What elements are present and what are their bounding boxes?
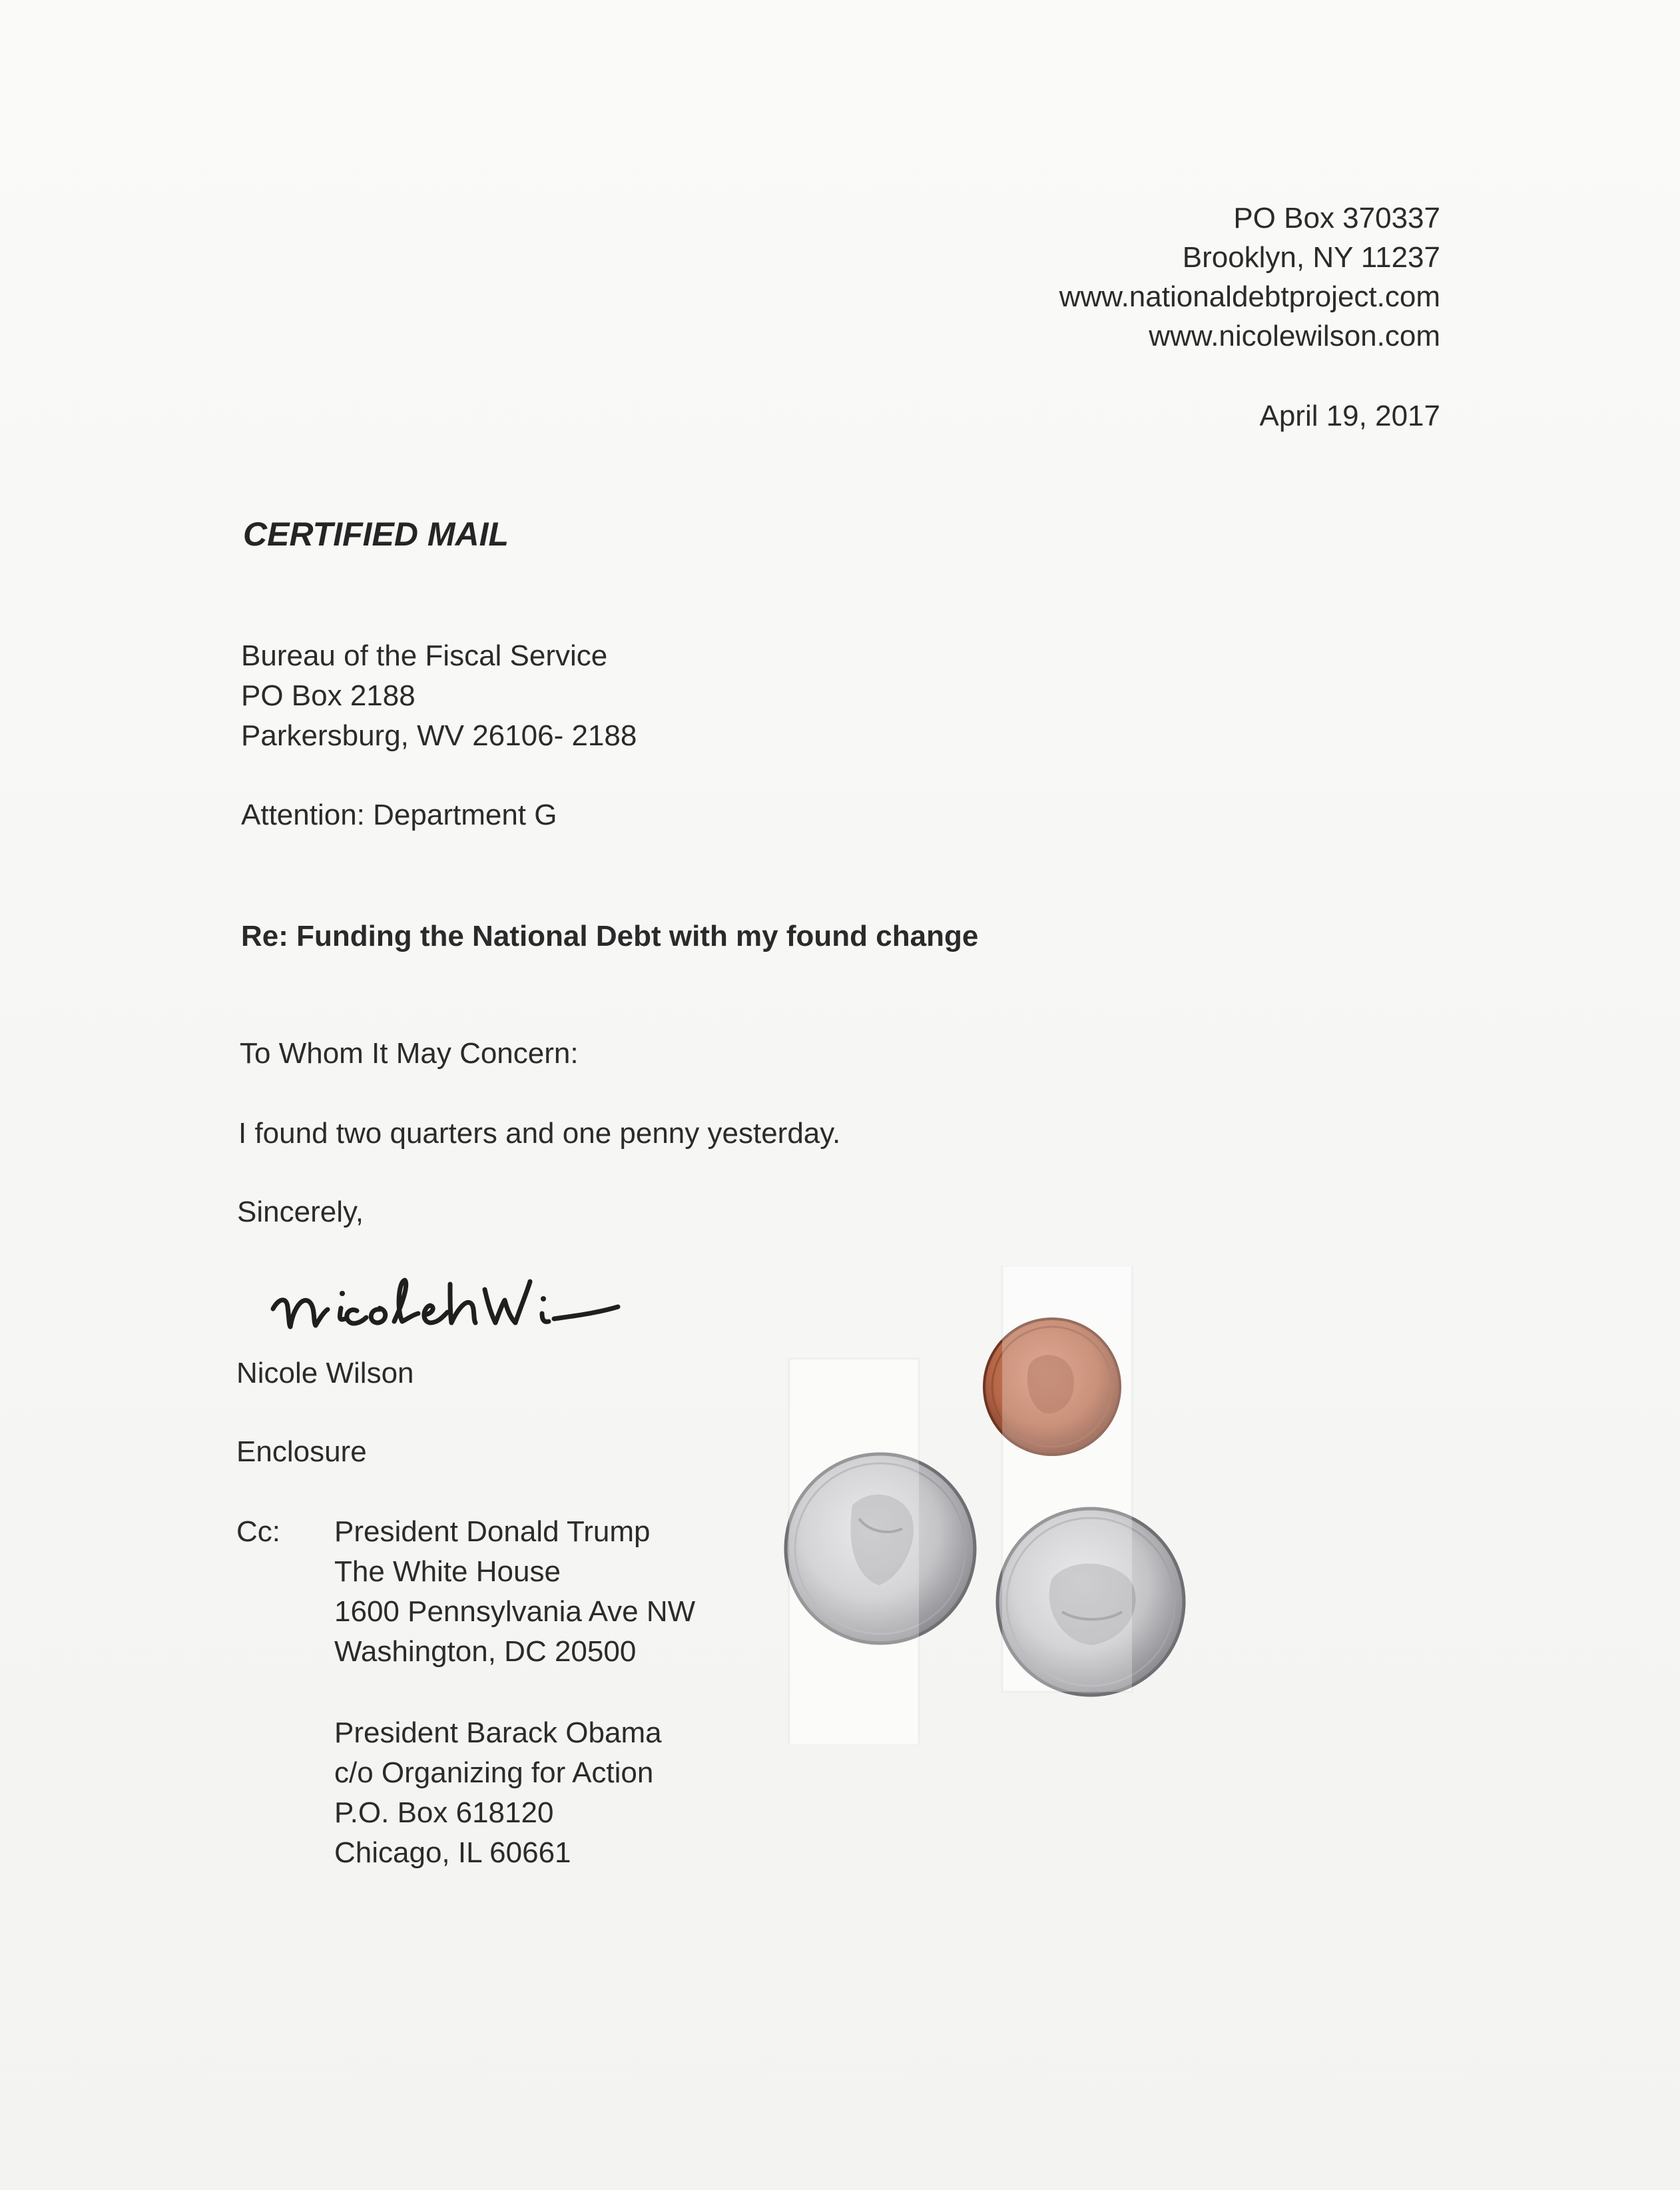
cc-recipient-obama (334, 1713, 662, 1873)
recipient-po-box: PO Box 2188 (241, 679, 416, 712)
cc-recipient-line: 1600 Pennsylvania Ave NW (334, 1595, 696, 1628)
tape-overlay (789, 1359, 919, 1745)
certified-mail-heading: CERTIFIED MAIL (243, 516, 509, 553)
handwritten-signature (266, 1252, 626, 1345)
sender-po-box: PO Box 370337 (1233, 202, 1440, 234)
sender-website-project: www.nationaldebtproject.com (1059, 280, 1440, 313)
letter-date: April 19, 2017 (1259, 400, 1440, 432)
enclosure-note: Enclosure (236, 1435, 367, 1468)
cc-recipient-line: c/o Organizing for Action (334, 1756, 654, 1789)
sender-address (841, 198, 1440, 356)
sender-city-state-zip: Brooklyn, NY 11237 (1182, 241, 1440, 274)
cc-recipient-name: President Barack Obama (334, 1716, 662, 1749)
recipient-city-state-zip: Parkersburg, WV 26106- 2188 (241, 719, 637, 752)
closing: Sincerely, (237, 1196, 364, 1228)
recipient-address (241, 636, 637, 756)
letter-body: I found two quarters and one penny yesterday. (238, 1117, 841, 1150)
subject-line: Re: Funding the National Debt with my found change (241, 920, 979, 952)
recipient-organization: Bureau of the Fiscal Service (241, 639, 608, 672)
cc-recipient-line: P.O. Box 618120 (334, 1796, 554, 1829)
sender-website-personal: www.nicolewilson.com (1149, 320, 1440, 352)
salutation: To Whom It May Concern: (240, 1037, 579, 1070)
tape-overlay (1002, 1266, 1132, 1692)
attention-line: Attention: Department G (241, 799, 557, 831)
sender-name: Nicole Wilson (236, 1357, 414, 1389)
cc-recipient-trump (334, 1512, 695, 1672)
cc-recipient-line: Chicago, IL 60661 (334, 1836, 571, 1869)
cc-recipient-line: Washington, DC 20500 (334, 1635, 637, 1668)
cc-recipient-line: The White House (334, 1555, 561, 1588)
cc-label: Cc: (236, 1515, 280, 1548)
taped-coins (759, 1266, 1225, 1745)
cc-recipient-name: President Donald Trump (334, 1515, 651, 1548)
